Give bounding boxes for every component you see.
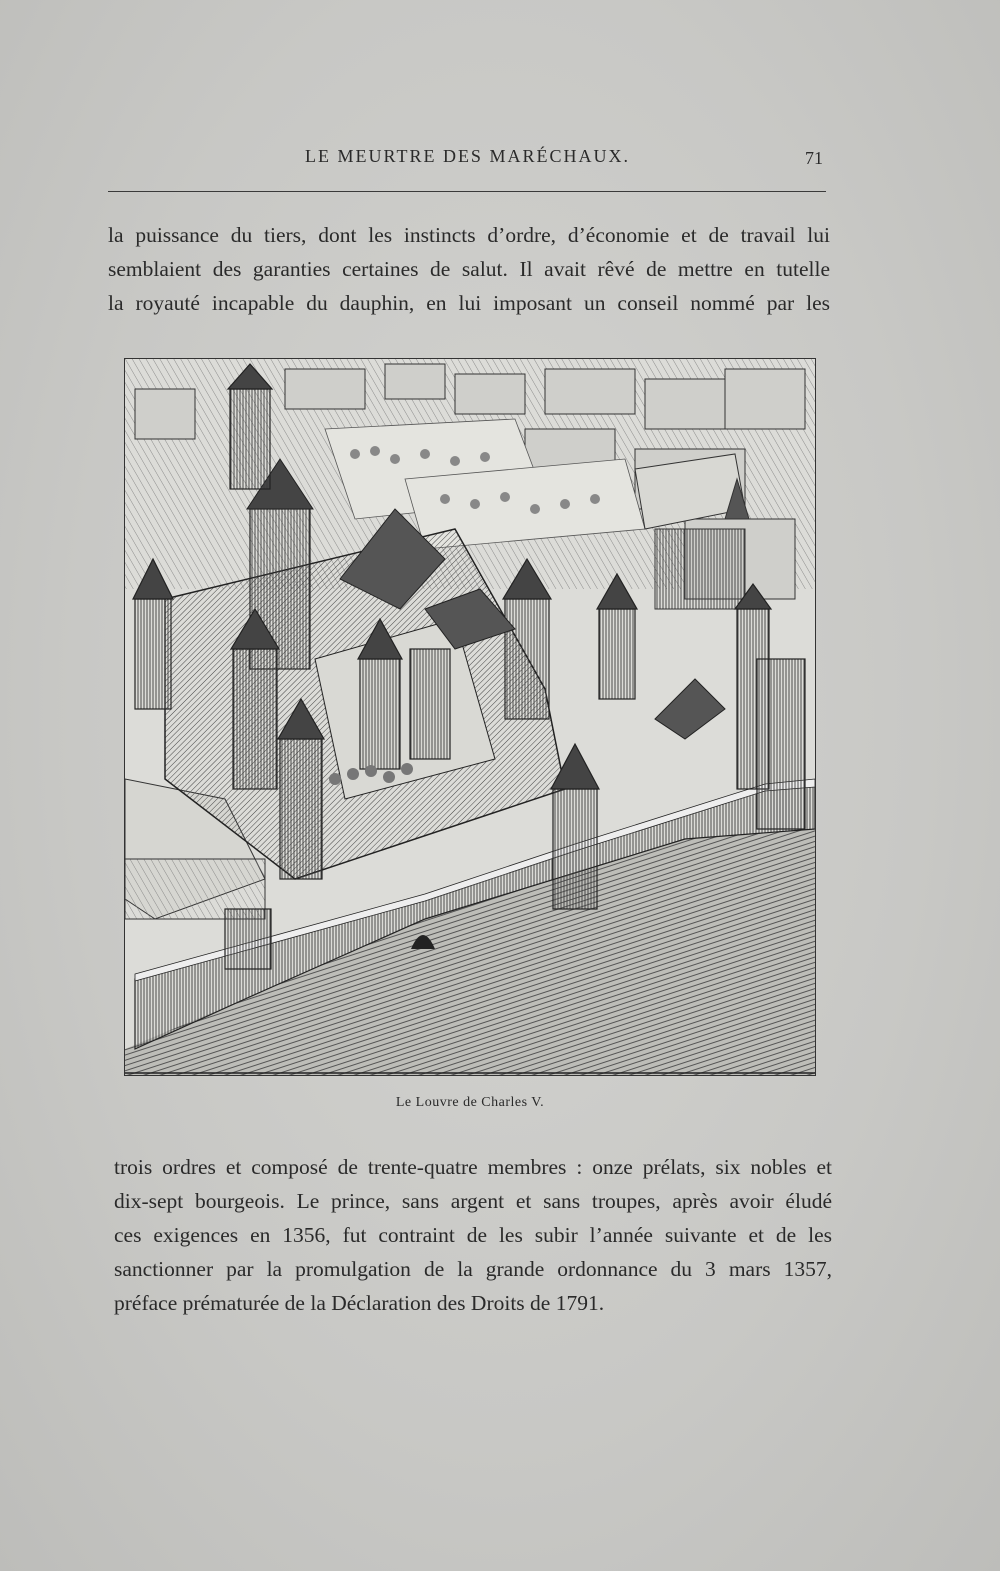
text-line: la royauté incapable du dauphin, en lui imposant un conseil nommé par les: [108, 291, 830, 315]
page-header: [110, 146, 825, 176]
header-rule: [108, 191, 826, 192]
paragraph-bottom: [114, 1150, 832, 1320]
page-number: 71: [805, 148, 823, 168]
text-line: semblaient des garanties certaines de salut. Il avait rêvé de mettre en tutelle: [108, 257, 830, 281]
paragraph-top: [108, 218, 830, 320]
figure-caption: Le Louvre de Charles V.: [395, 1095, 545, 1110]
text-line: préface prématurée de la Déclaration des Droits de 1791.: [114, 1291, 605, 1315]
text-line: dix-sept bourgeois. Le prince, sans argent et sans troupes, après avoir éludé: [114, 1189, 832, 1213]
engraving-illustration: [124, 358, 816, 1076]
text-line: trois ordres et composé de trente-quatre membres : onze prélats, six nobles et: [114, 1155, 832, 1179]
text-line: ces exigences en 1356, fut contraint de les subir l’année suivante et de les: [114, 1223, 832, 1247]
text-line: la puissance du tiers, dont les instincts d’ordre, d’économie et de travail lui: [108, 223, 830, 247]
louvre-engraving: [125, 359, 815, 1075]
text-line: sanctionner par la promulgation de la grande ordonnance du 3 mars 1357,: [114, 1257, 832, 1281]
running-head: LE MEURTRE DES MARÉCHAUX.: [305, 146, 630, 166]
